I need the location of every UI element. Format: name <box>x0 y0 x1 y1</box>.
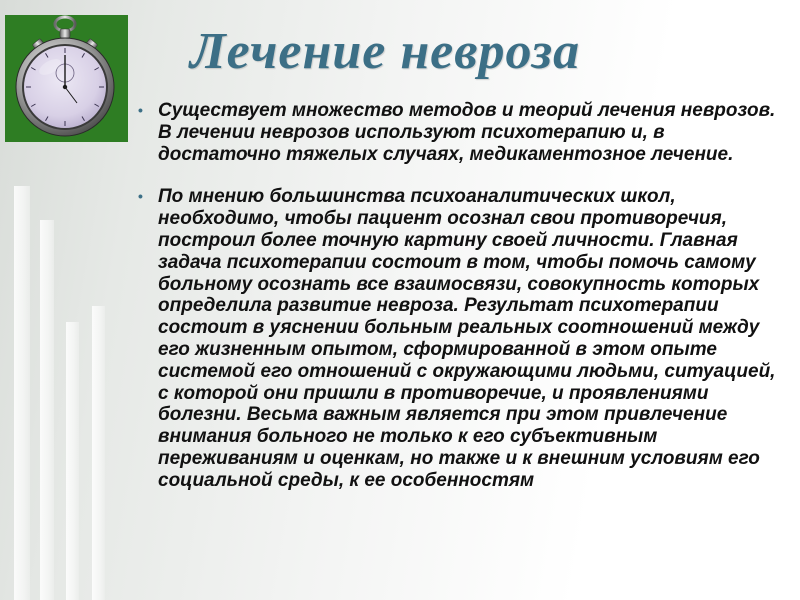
paragraph-text: Существует множество методов и теорий лечения неврозов. В лечении неврозов используют психотерапию и, в достаточно тяжелых случаях, медикаментозное лечение. <box>158 100 776 165</box>
page-title: Лечение невроза <box>190 23 581 80</box>
decorative-bar <box>14 186 30 600</box>
decorative-bar <box>66 322 79 600</box>
stopwatch-picture <box>5 15 128 142</box>
decorative-bar <box>40 220 54 600</box>
bullet-icon: • <box>138 102 143 118</box>
list-item <box>138 186 788 491</box>
bullet-icon: • <box>138 188 143 205</box>
bullet-list <box>138 100 788 513</box>
paragraph-text: По мнению большинства психоаналитических школ, необходимо, чтобы пациент осознал свои противоречия, построил более точную картину своей личности. Главная задача психотерапии состоит в том, чтобы помочь самому больному осознать все взаимосвязи, совокупность которых определила развитие невроза. Результат психотерапии состоит в уяснении больным реальных соотношений между его жизненным опытом, сформированной в этом опыте системой его отношений с окружающими людьми, ситуацией, с которой они пришли в противоречие, и проявлениями болезни. Весьма важным является при этом привлечение внимания больного не только к его субъективным переживаниям и оценкам, но также и к внешним условиям его социальной среды, к ее особенностям <box>158 186 776 491</box>
list-item <box>138 100 788 165</box>
decorative-bar <box>92 306 105 600</box>
stopwatch-icon <box>5 15 128 142</box>
